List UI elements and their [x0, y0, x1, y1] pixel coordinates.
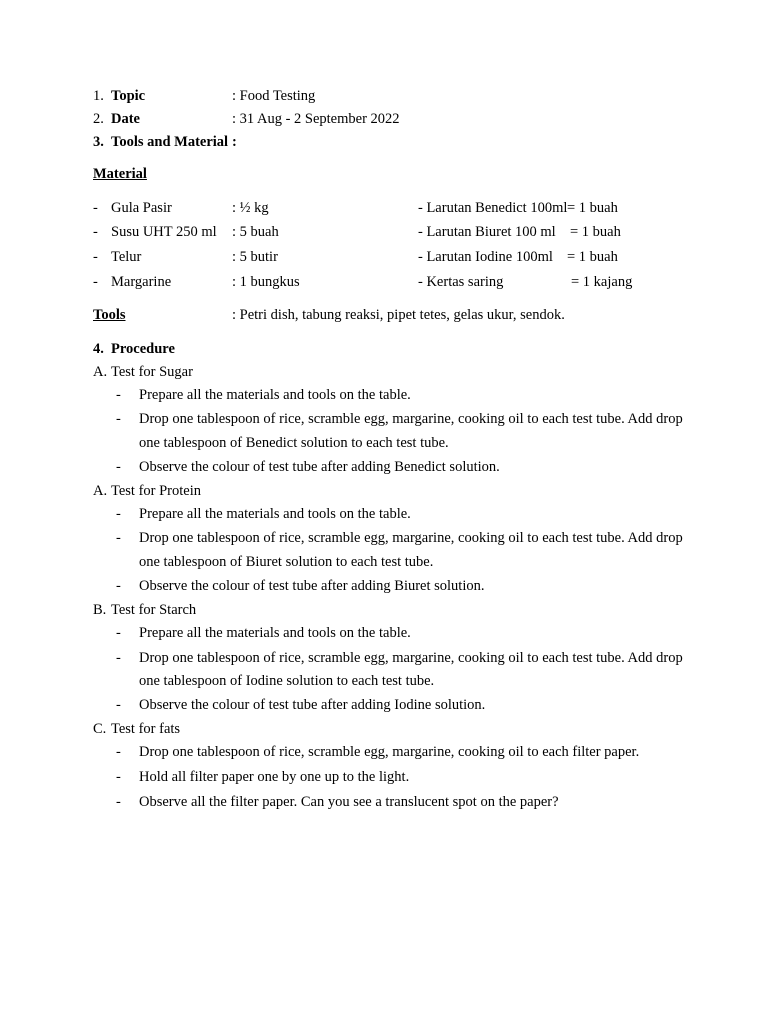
list-bullet: - [93, 200, 98, 216]
topic-value: : Food Testing [232, 88, 316, 104]
item-number: 1. [93, 88, 104, 104]
item-number: 2. [93, 111, 104, 127]
step-bullet: - [116, 411, 121, 427]
list-bullet: - [93, 274, 98, 290]
material-qty: : 5 buah [232, 224, 279, 240]
step-text: Prepare all the materials and tools on the table. [139, 506, 411, 522]
step-bullet: - [116, 744, 121, 760]
step-bullet: - [116, 578, 121, 594]
step-bullet: - [116, 506, 121, 522]
step-text: Observe the colour of test tube after adding Biuret solution. [139, 578, 485, 594]
step-text: Drop one tablespoon of rice, scramble egg, margarine, cooking oil to each filter paper. [139, 744, 640, 760]
reagent-qty: = 1 buah [567, 200, 618, 216]
reagent-name: - Larutan Iodine 100ml [418, 249, 553, 265]
section-letter: C. [93, 721, 107, 737]
procedure-heading: Procedure [111, 341, 175, 357]
step-text: one tablespoon of Benedict solution to each test tube. [139, 435, 449, 451]
step-text: Observe the colour of test tube after adding Benedict solution. [139, 459, 500, 475]
section-letter: A. [93, 483, 108, 499]
step-text: Prepare all the materials and tools on the table. [139, 387, 411, 403]
reagent-name: - Kertas saring [418, 274, 504, 290]
material-heading: Material [93, 166, 147, 182]
step-bullet: - [116, 769, 121, 785]
tools-value: : Petri dish, tabung reaksi, pipet tetes, gelas ukur, sendok. [232, 307, 565, 323]
item-number: 4. [93, 341, 104, 357]
step-bullet: - [116, 530, 121, 546]
step-bullet: - [116, 650, 121, 666]
tools-heading: Tools [93, 307, 126, 323]
material-name: Susu UHT 250 ml [111, 224, 217, 240]
step-text: Prepare all the materials and tools on the table. [139, 625, 411, 641]
date-label: Date [111, 111, 140, 127]
step-text: Observe all the filter paper. Can you see a translucent spot on the paper? [139, 794, 559, 810]
step-text: one tablespoon of Iodine solution to each test tube. [139, 673, 435, 689]
material-name: Gula Pasir [111, 200, 172, 216]
step-text: Hold all filter paper one by one up to the light. [139, 769, 410, 785]
reagent-name: - Larutan Benedict 100ml [418, 200, 568, 216]
reagent-qty: = 1 buah [570, 224, 621, 240]
tools-material-label: Tools and Material [111, 134, 229, 150]
step-text: Drop one tablespoon of rice, scramble egg, margarine, cooking oil to each test tube. Add drop [139, 411, 683, 427]
date-value: : 31 Aug - 2 September 2022 [232, 111, 400, 127]
section-letter: A. [93, 364, 108, 380]
step-bullet: - [116, 794, 121, 810]
reagent-name: - Larutan Biuret 100 ml [418, 224, 556, 240]
material-qty: : 5 butir [232, 249, 278, 265]
section-title: Test for fats [111, 721, 181, 737]
step-text: Drop one tablespoon of rice, scramble egg, margarine, cooking oil to each test tube. Add drop [139, 650, 683, 666]
step-bullet: - [116, 625, 121, 641]
step-bullet: - [116, 459, 121, 475]
step-text: Observe the colour of test tube after adding Iodine solution. [139, 697, 486, 713]
material-name: Telur [111, 249, 142, 265]
reagent-qty: = 1 kajang [571, 274, 633, 290]
list-bullet: - [93, 224, 98, 240]
section-title: Test for Starch [111, 602, 197, 618]
step-bullet: - [116, 387, 121, 403]
material-name: Margarine [111, 274, 172, 290]
section-title: Test for Sugar [111, 364, 193, 380]
topic-label: Topic [111, 88, 146, 104]
section-title: Test for Protein [111, 483, 201, 499]
section-letter: B. [93, 602, 107, 618]
reagent-qty: = 1 buah [567, 249, 618, 265]
tools-material-value: : [232, 134, 237, 150]
step-bullet: - [116, 697, 121, 713]
item-number: 3. [93, 134, 104, 150]
step-text: Drop one tablespoon of rice, scramble egg, margarine, cooking oil to each test tube. Add drop [139, 530, 683, 546]
material-qty: : ½ kg [232, 200, 269, 216]
material-qty: : 1 bungkus [232, 274, 300, 290]
list-bullet: - [93, 249, 98, 265]
step-text: one tablespoon of Biuret solution to each test tube. [139, 554, 434, 570]
